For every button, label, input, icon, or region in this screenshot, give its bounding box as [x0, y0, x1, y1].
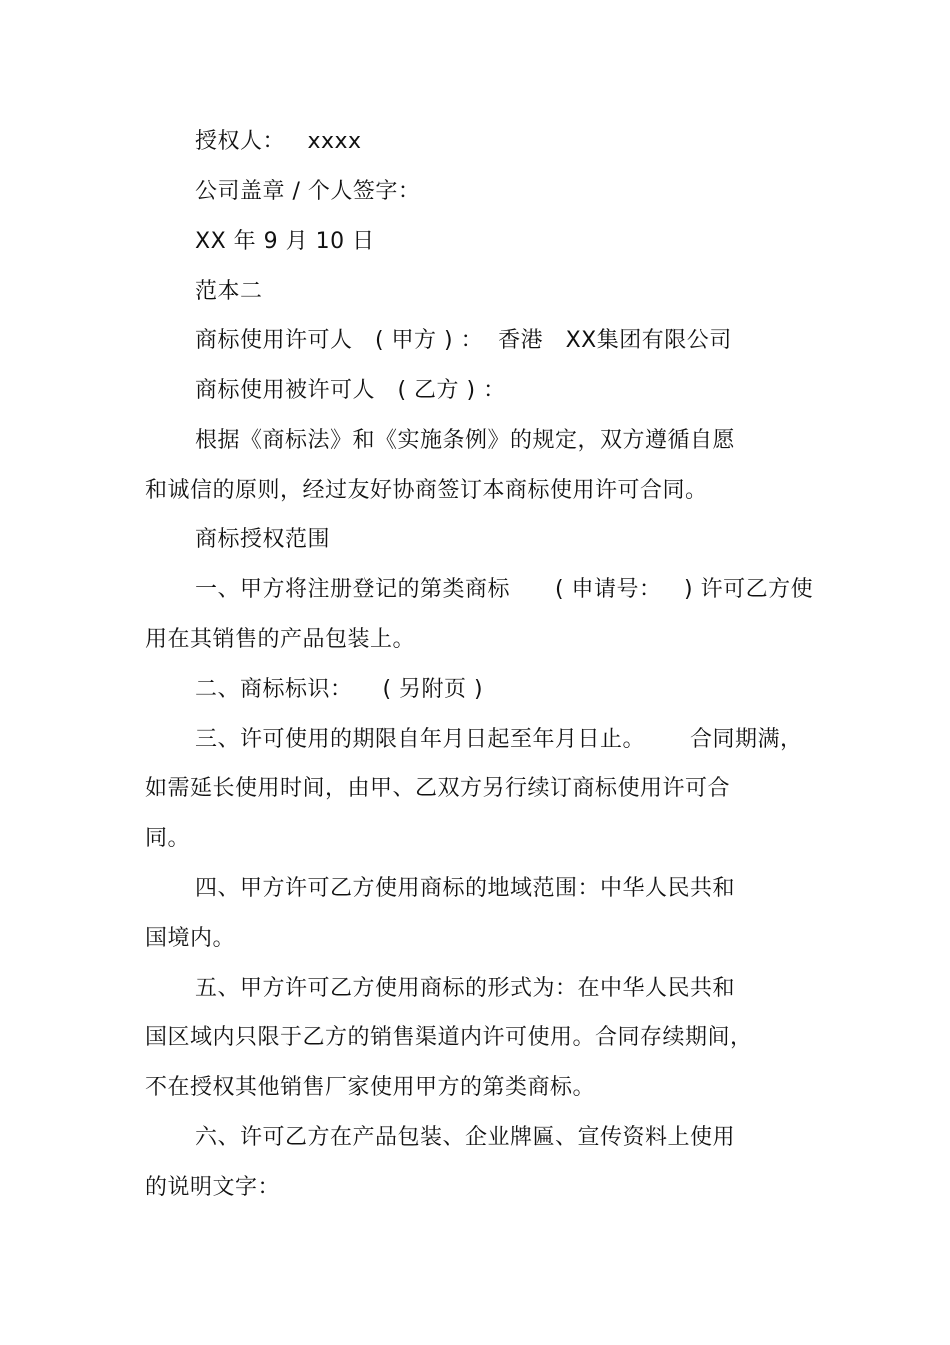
- clause-6-line-2: 的说明文字：: [145, 1175, 281, 1200]
- clause-5-line-3: 不在授权其他销售厂家使用甲方的第类商标。: [145, 1075, 596, 1100]
- clause-1-line-1: 一、甲方将注册登记的第类商标 ( 申请号： ) 许可乙方使: [195, 577, 814, 602]
- authorizer-line: 授权人： xxxx: [195, 129, 362, 154]
- section-heading: 商标授权范围: [195, 527, 331, 552]
- clause-1-line-2: 用在其销售的产品包装上。: [145, 627, 416, 652]
- preamble-line-2: 和诚信的原则，经过友好协商签订本商标使用许可合同。: [145, 478, 708, 503]
- clause-4-line-1: 四、甲方许可乙方使用商标的地域范围：中华人民共和: [195, 876, 736, 901]
- licensee-line: 商标使用被许可人 ( 乙方 ) ：: [195, 378, 506, 403]
- clause-2-line: 二、商标标识： ( 另附页 ): [195, 677, 484, 702]
- licensor-line: 商标使用许可人 ( 甲方 ) ： 香港 XX集团有限公司: [195, 328, 732, 353]
- clause-5-line-2: 国区域内只限于乙方的销售渠道内许可使用。合同存续期间，: [145, 1025, 753, 1050]
- template-heading: 范本二: [195, 279, 263, 304]
- preamble-line-1: 根据《商标法》和《实施条例》的规定，双方遵循自愿: [195, 428, 736, 453]
- clause-3-line-3: 同。: [145, 826, 191, 851]
- clause-3-line-2: 如需延长使用时间，由甲、乙双方另行续订商标使用许可合: [145, 776, 731, 801]
- date-line: XX 年 9 月 10 日: [195, 229, 375, 254]
- clause-6-line-1: 六、许可乙方在产品包装、企业牌匾、宣传资料上使用: [195, 1125, 736, 1150]
- seal-signature-line: 公司盖章 / 个人签字：: [195, 179, 421, 204]
- clause-5-line-1: 五、甲方许可乙方使用商标的形式为：在中华人民共和: [195, 976, 736, 1001]
- clause-3-line-1: 三、许可使用的期限自年月日起至年月日止。 合同期满，: [195, 727, 803, 752]
- clause-4-line-2: 国境内。: [145, 926, 236, 951]
